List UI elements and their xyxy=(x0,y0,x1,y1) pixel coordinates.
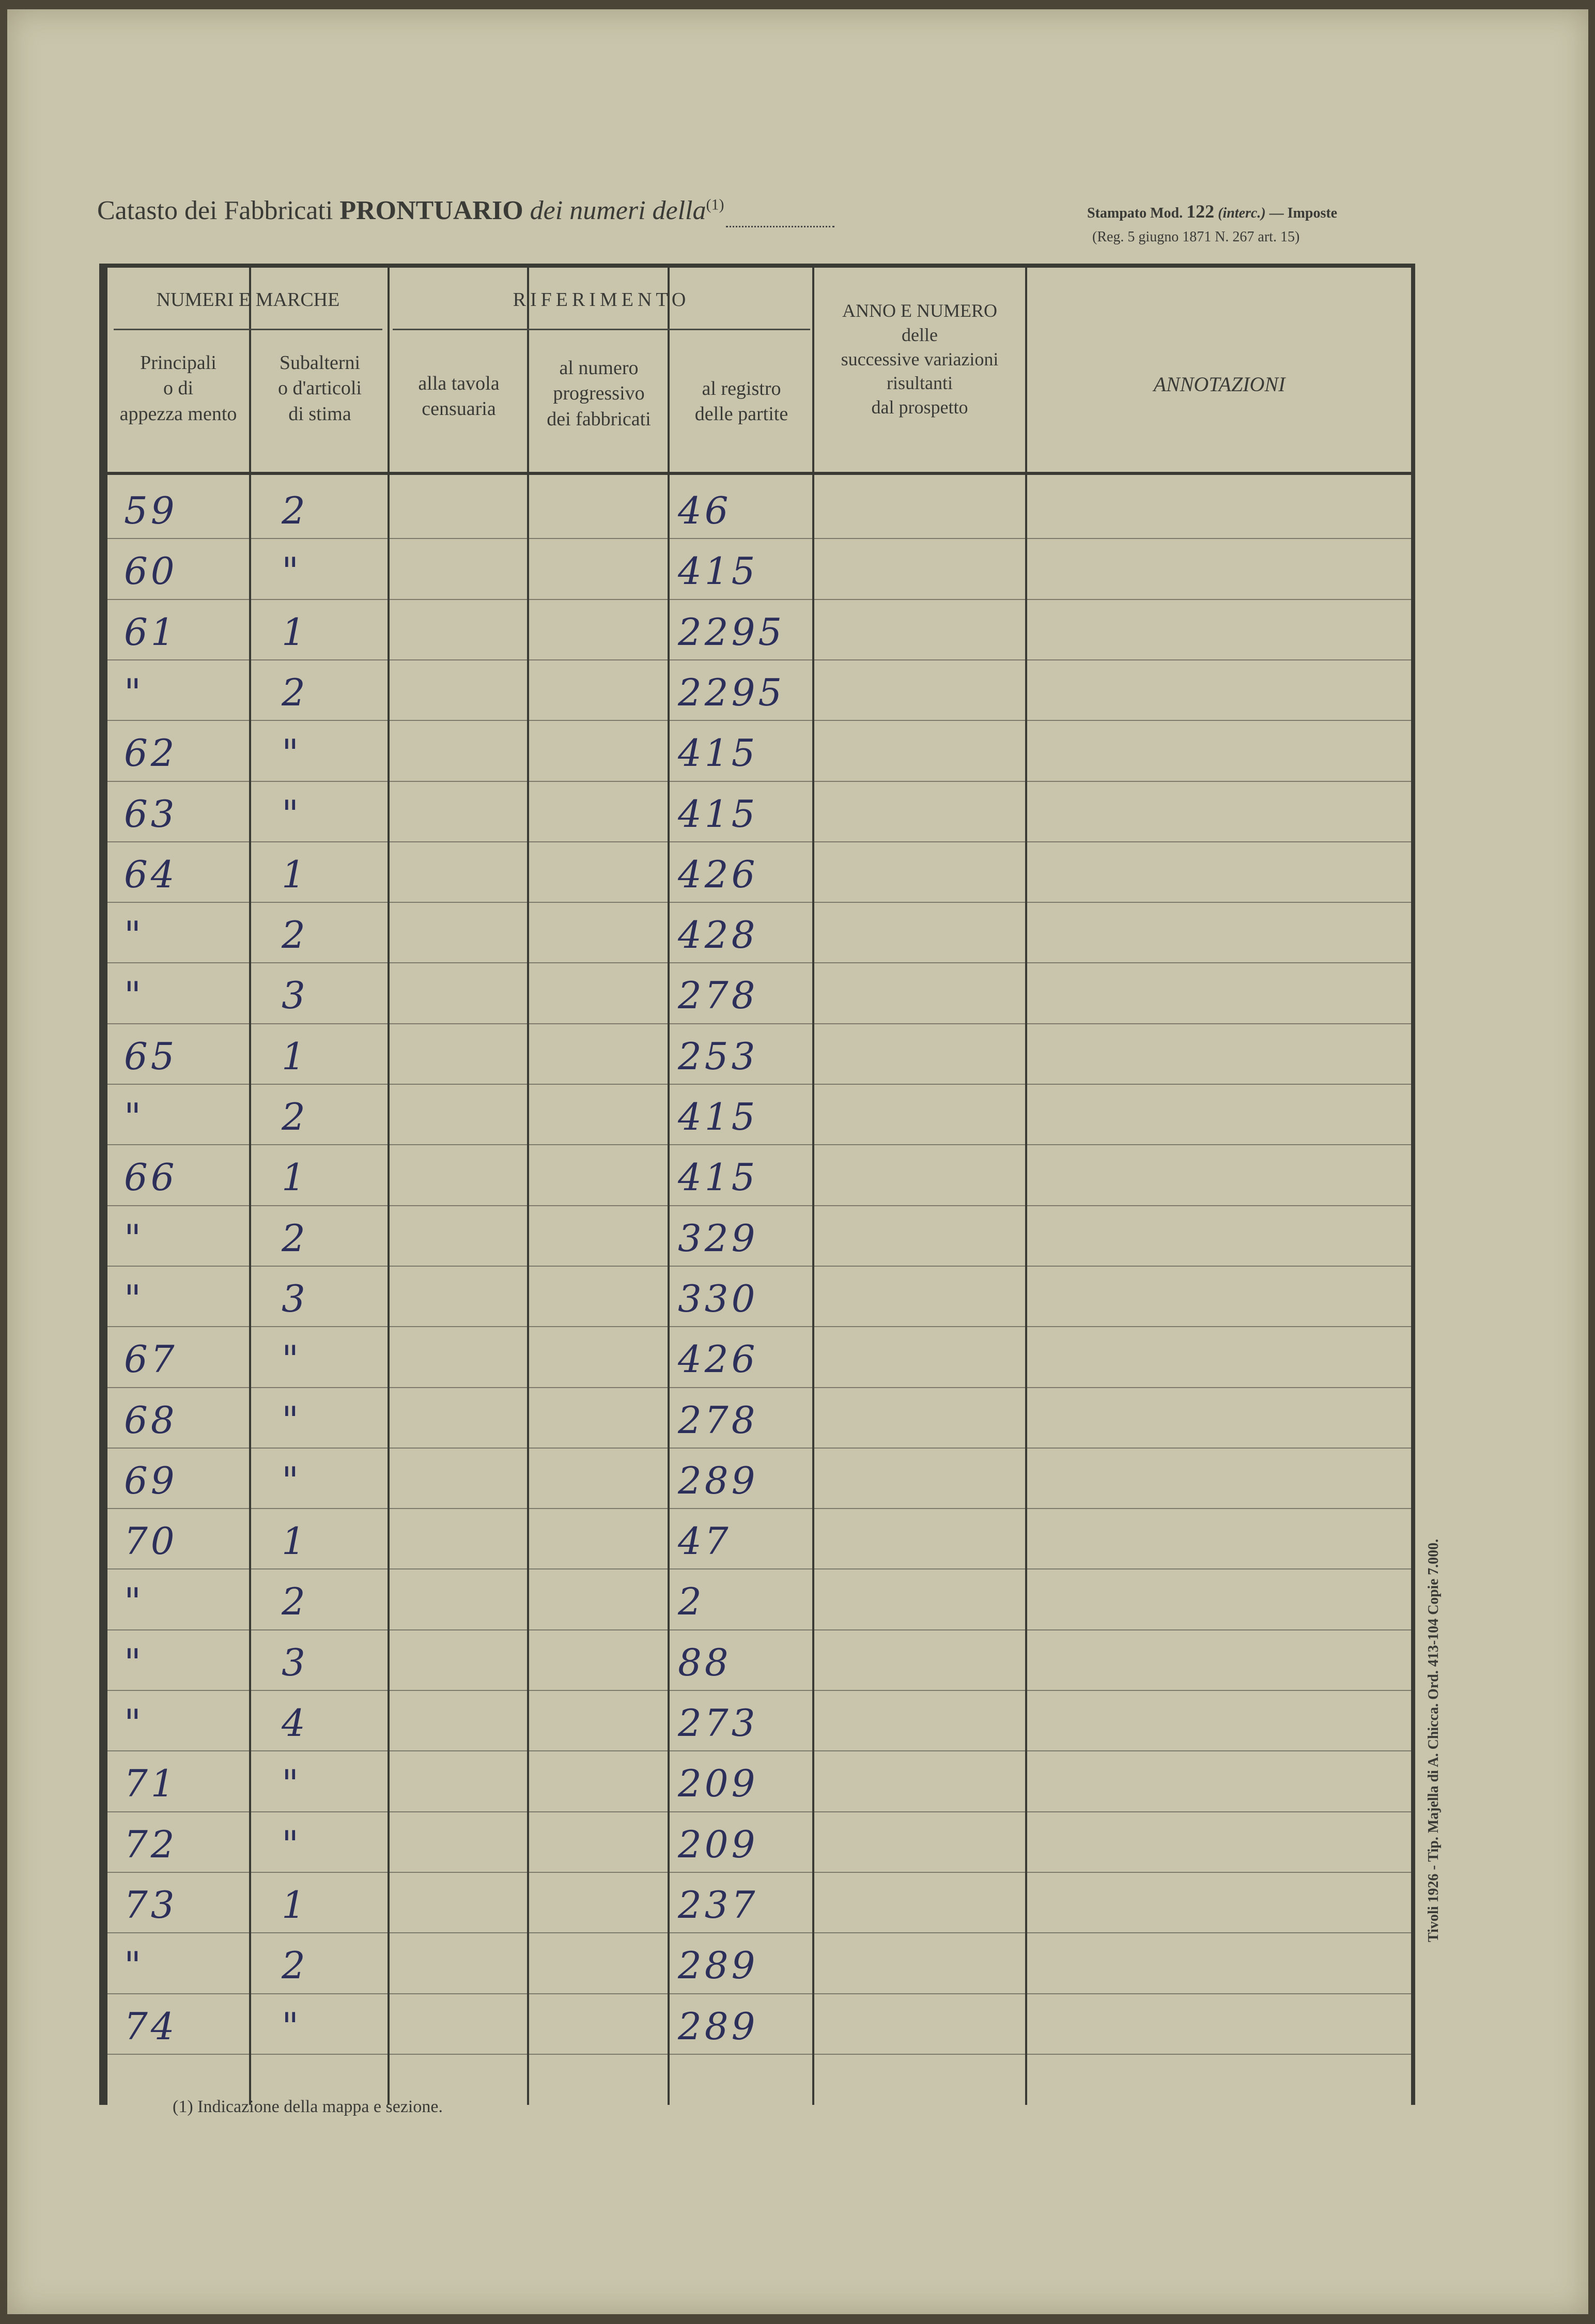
registro-line-2: delle partite xyxy=(694,403,788,425)
tavola-line-1: alla tavola xyxy=(418,373,500,394)
cell-registro: 289 xyxy=(678,2004,758,2048)
header-al-numero xyxy=(530,356,668,432)
cell-registro: 426 xyxy=(678,1337,758,1381)
cell-principale: " xyxy=(124,1216,145,1260)
cell-principale: 71 xyxy=(124,1762,178,1806)
tavola-line-2: censuaria xyxy=(422,398,496,420)
cell-subalterno: " xyxy=(282,1398,302,1442)
row-rule xyxy=(103,1872,1411,1873)
principali-line-1: Principali xyxy=(140,352,216,374)
row-rule xyxy=(103,1448,1411,1449)
row-rule xyxy=(103,902,1411,903)
header-rule-riferimento xyxy=(393,329,810,330)
cell-registro: 237 xyxy=(678,1883,758,1927)
cell-registro: 46 xyxy=(678,489,732,532)
title-note-mark: (1) xyxy=(706,196,724,213)
cell-principale: 60 xyxy=(124,549,178,593)
cell-subalterno: " xyxy=(282,549,302,593)
cell-subalterno: 3 xyxy=(282,974,308,1018)
cell-registro: 2295 xyxy=(678,610,785,654)
cell-principale: 65 xyxy=(124,1034,178,1078)
cell-principale: 67 xyxy=(124,1337,178,1381)
numero-line-2: progressivo xyxy=(553,382,645,405)
cell-subalterno: 1 xyxy=(282,1034,308,1078)
cell-principale: 73 xyxy=(124,1883,178,1927)
stampato-prefix: Stampato Mod. xyxy=(1087,205,1183,221)
title-dotted-blank xyxy=(726,195,834,227)
row-rule xyxy=(103,1084,1411,1085)
cell-registro: 428 xyxy=(678,913,758,957)
cell-principale: " xyxy=(124,1944,145,1988)
cell-principale: " xyxy=(124,974,145,1018)
cell-subalterno: 1 xyxy=(282,1156,308,1199)
header-al-registro xyxy=(671,376,812,427)
col-divider-3 xyxy=(527,268,529,2105)
mod-imposte: — Imposte xyxy=(1269,205,1338,221)
cell-registro: 426 xyxy=(678,852,758,896)
title-dei-numeri: dei numeri della xyxy=(530,196,706,225)
cell-subalterno: " xyxy=(282,1762,302,1806)
row-rule xyxy=(103,1387,1411,1388)
header-numeri-e-marche: NUMERI E MARCHE xyxy=(156,289,340,311)
anno-line-3: successive variazioni xyxy=(841,348,999,370)
header-alla-tavola xyxy=(391,371,527,422)
cell-subalterno: 1 xyxy=(282,1519,308,1563)
cell-subalterno: 2 xyxy=(282,1216,308,1260)
cell-principale: 62 xyxy=(124,731,178,775)
cell-registro: 289 xyxy=(678,1944,758,1988)
document-page xyxy=(7,9,1588,2314)
cell-subalterno: 1 xyxy=(282,852,308,896)
cell-registro: 2295 xyxy=(678,670,785,714)
cell-subalterno: 4 xyxy=(282,1701,308,1745)
row-rule xyxy=(103,2054,1411,2055)
cell-subalterno: 1 xyxy=(282,1883,308,1927)
col-divider-1 xyxy=(249,268,251,2105)
col-border-left xyxy=(103,268,107,2105)
cell-subalterno: " xyxy=(282,1458,302,1502)
anno-line-2: delle xyxy=(902,324,938,345)
row-rule xyxy=(103,1750,1411,1751)
row-rule xyxy=(103,1811,1411,1812)
mod-number: 122 xyxy=(1186,201,1215,222)
row-rule xyxy=(103,1690,1411,1691)
anno-line-5: dal prospetto xyxy=(871,397,968,418)
footnote: (1) Indicazione della mappa e sezione. xyxy=(173,2097,443,2116)
cell-registro: 278 xyxy=(678,974,758,1018)
cell-principale: 70 xyxy=(124,1519,178,1563)
cell-principale: 64 xyxy=(124,852,178,896)
cell-subalterno: " xyxy=(282,1822,302,1866)
row-rule xyxy=(103,1993,1411,1994)
col-divider-6 xyxy=(1025,268,1027,2105)
cell-subalterno: 2 xyxy=(282,913,308,957)
cell-subalterno: 2 xyxy=(282,1944,308,1988)
subalterni-line-3: di stima xyxy=(288,403,351,425)
cell-registro: 2 xyxy=(678,1580,705,1624)
cell-subalterno: " xyxy=(282,731,302,775)
row-rule xyxy=(103,720,1411,721)
principali-line-3: appezza mento xyxy=(119,403,237,425)
cell-subalterno: 2 xyxy=(282,1095,308,1138)
cell-registro: 47 xyxy=(678,1519,732,1563)
cell-registro: 289 xyxy=(678,1458,758,1502)
cell-registro: 278 xyxy=(678,1398,758,1442)
row-rule xyxy=(103,841,1411,842)
subalterni-line-2: o d'articoli xyxy=(278,377,362,399)
cell-registro: 209 xyxy=(678,1822,758,1866)
stampato-mod xyxy=(1087,201,1337,222)
cell-principale: " xyxy=(124,670,145,714)
header-rule-numeri xyxy=(114,329,382,330)
cell-principale: 74 xyxy=(124,2004,178,2048)
prontuario-table xyxy=(99,264,1415,2105)
cell-subalterno: 2 xyxy=(282,670,308,714)
row-rule xyxy=(103,1023,1411,1024)
cell-registro: 330 xyxy=(678,1276,758,1320)
cell-principale: 68 xyxy=(124,1398,178,1442)
cell-subalterno: 2 xyxy=(282,1580,308,1624)
row-rule xyxy=(103,599,1411,600)
col-divider-2 xyxy=(388,268,390,2105)
cell-principale: " xyxy=(124,1095,145,1138)
row-rule xyxy=(103,1326,1411,1327)
header-principali xyxy=(109,350,248,427)
cell-principale: 63 xyxy=(124,792,178,836)
cell-principale: 59 xyxy=(124,489,178,532)
anno-line-4: risultanti xyxy=(887,373,953,394)
cell-registro: 415 xyxy=(678,1156,758,1199)
cell-subalterno: " xyxy=(282,2004,302,2048)
form-title xyxy=(97,195,834,227)
cell-principale: 72 xyxy=(124,1822,178,1866)
cell-registro: 415 xyxy=(678,549,758,593)
cell-registro: 253 xyxy=(678,1034,758,1078)
cell-subalterno: 1 xyxy=(282,610,308,654)
cell-registro: 415 xyxy=(678,792,758,836)
printer-imprint: Tivoli 1926 - Tip. Majella di A. Chicca. Ord. 413-104 Copie 7.000. xyxy=(1426,1538,1442,1942)
cell-principale: 69 xyxy=(124,1458,178,1502)
cell-principale: " xyxy=(124,1640,145,1684)
cell-principale: " xyxy=(124,1276,145,1320)
cell-registro: 415 xyxy=(678,731,758,775)
row-rule xyxy=(103,1629,1411,1630)
row-rule xyxy=(103,1266,1411,1267)
row-rule xyxy=(103,1932,1411,1933)
header-riferimento: RIFERIMENTO xyxy=(513,289,690,311)
row-rule xyxy=(103,1144,1411,1145)
cell-principale: 61 xyxy=(124,610,178,654)
cell-registro: 329 xyxy=(678,1216,758,1260)
anno-line-1: ANNO E NUMERO xyxy=(842,300,997,321)
row-rule xyxy=(103,659,1411,660)
cell-principale: " xyxy=(124,1701,145,1745)
cell-principale: 66 xyxy=(124,1156,178,1199)
cell-registro: 273 xyxy=(678,1701,758,1745)
cell-registro: 209 xyxy=(678,1762,758,1806)
registro-line-1: al registro xyxy=(702,378,781,399)
col-divider-5 xyxy=(812,268,814,2105)
cell-principale: " xyxy=(124,1580,145,1624)
col-divider-4 xyxy=(668,268,670,2105)
cell-subalterno: " xyxy=(282,792,302,836)
principali-line-2: o di xyxy=(163,377,194,399)
col-border-right xyxy=(1411,268,1415,2105)
cell-subalterno: 2 xyxy=(282,489,308,532)
reg-reference: (Reg. 5 giugno 1871 N. 267 art. 15) xyxy=(1092,229,1300,245)
row-rule xyxy=(103,962,1411,963)
row-rule xyxy=(103,1508,1411,1509)
header-annotazioni: ANNOTAZIONI xyxy=(1153,373,1286,396)
cell-subalterno: " xyxy=(282,1337,302,1381)
cell-principale: " xyxy=(124,913,145,957)
subalterni-line-1: Subalterni xyxy=(279,352,361,374)
cell-subalterno: 3 xyxy=(282,1640,308,1684)
header-subalterni xyxy=(252,350,388,427)
mod-interc: (interc.) xyxy=(1218,205,1266,221)
title-catasto: Catasto dei Fabbricati xyxy=(97,196,333,225)
numero-line-1: al numero xyxy=(559,357,639,379)
cell-subalterno: 3 xyxy=(282,1276,308,1320)
row-rule xyxy=(103,1205,1411,1206)
header-rule-bottom xyxy=(103,472,1411,475)
cell-registro: 88 xyxy=(678,1640,732,1684)
header-anno-e-numero xyxy=(816,299,1023,420)
cell-registro: 415 xyxy=(678,1095,758,1138)
title-prontuario: PRONTUARIO xyxy=(339,196,523,225)
row-rule xyxy=(103,538,1411,539)
row-rule xyxy=(103,1568,1411,1569)
numero-line-3: dei fabbricati xyxy=(547,408,651,430)
row-rule xyxy=(103,781,1411,782)
